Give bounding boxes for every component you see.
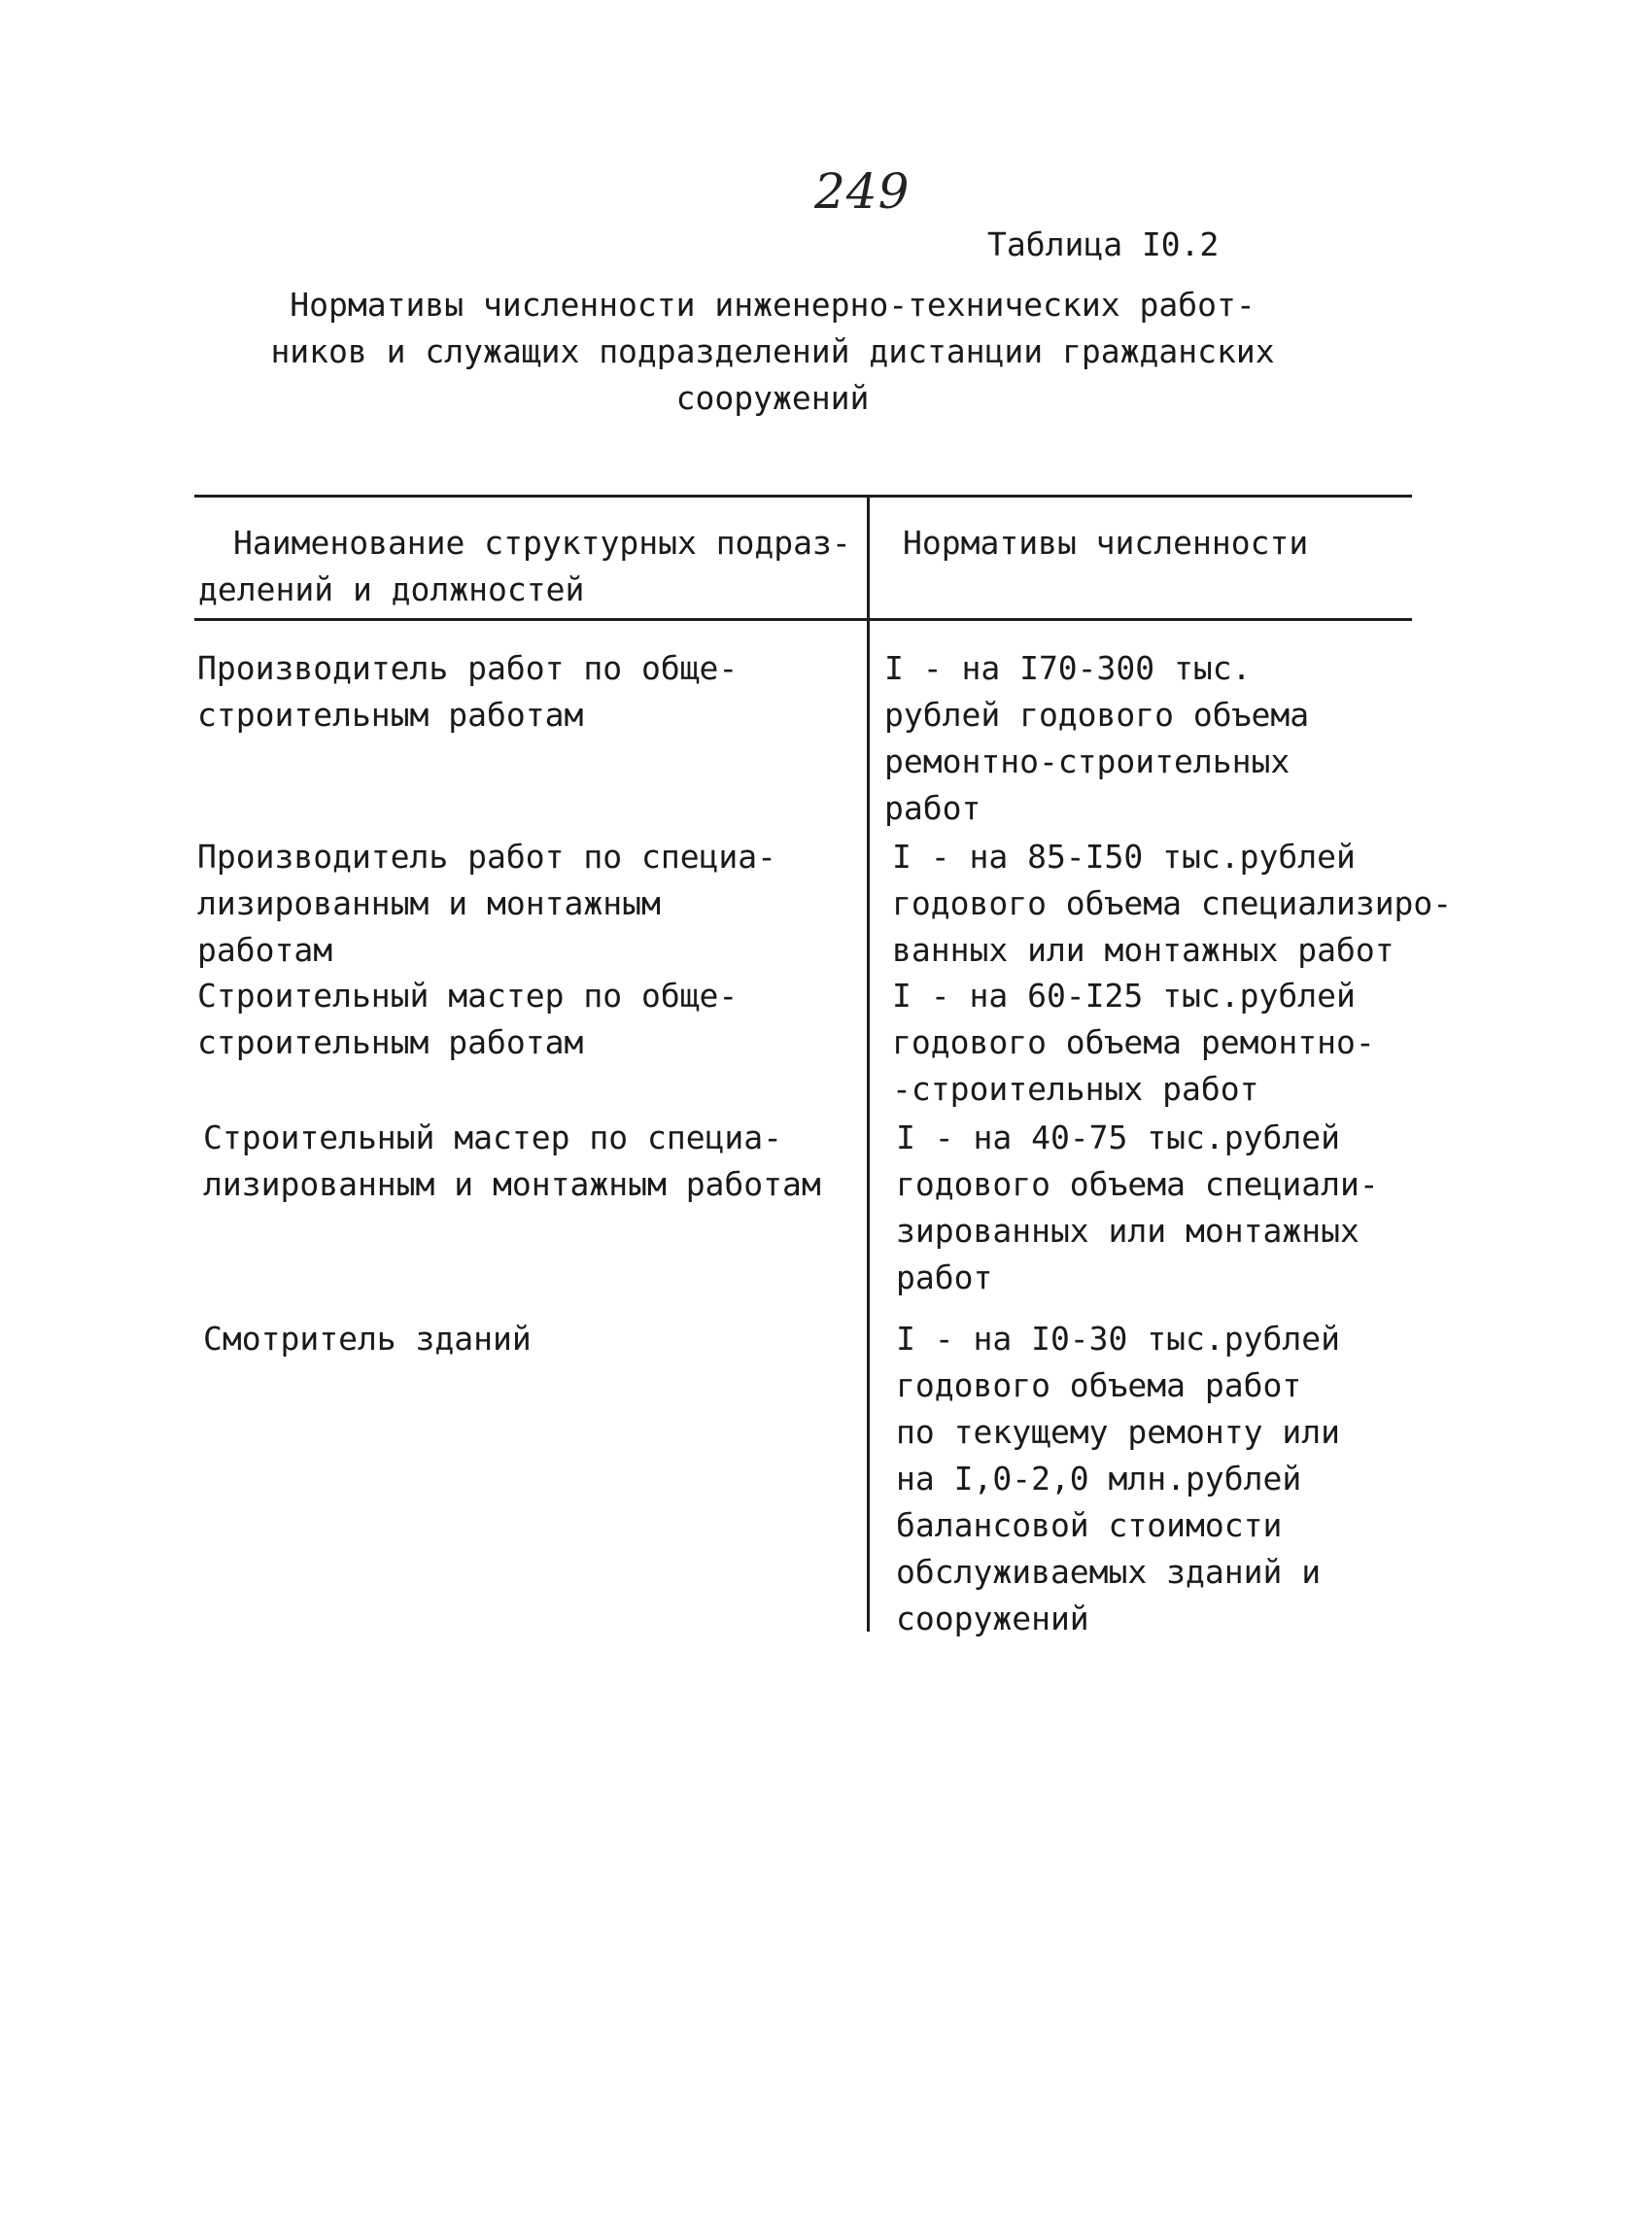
cell-line: ремонтно-строительных bbox=[884, 742, 1291, 780]
header-structural-units bbox=[198, 520, 851, 613]
cell-line: I - на I70-300 тыс. bbox=[884, 649, 1252, 687]
cell-line: годового объема работ bbox=[896, 1366, 1302, 1404]
cell-line: строительным работам bbox=[197, 1023, 584, 1061]
table-title-line: сооружений bbox=[675, 379, 870, 417]
cell-line: работам bbox=[197, 931, 333, 969]
table-label: Таблица I0.2 bbox=[987, 225, 1220, 263]
cell-line: работ bbox=[896, 1258, 993, 1296]
table-title-line: Нормативы численности инженерно-технических работ- bbox=[290, 286, 1256, 324]
cell-line: I - на I0-30 тыс.рублей bbox=[896, 1320, 1340, 1358]
cell-line: балансовой стоимости bbox=[896, 1506, 1283, 1544]
page-number: 249 bbox=[814, 163, 911, 220]
cell-line: I - на 40-75 тыс.рублей bbox=[896, 1119, 1340, 1156]
cell-line: обслуживаемых зданий и bbox=[896, 1553, 1322, 1591]
cell-line: Производитель работ по специа- bbox=[197, 838, 777, 876]
table-column-divider bbox=[867, 497, 870, 1632]
cell-line: строительным работам bbox=[197, 696, 584, 734]
cell-line: по текущему ремонту или bbox=[896, 1413, 1340, 1451]
cell-line: работ bbox=[884, 789, 981, 827]
table-row-1-norm bbox=[884, 645, 1309, 832]
table-row-4-name bbox=[203, 1115, 821, 1208]
header-line: Нормативы численности bbox=[903, 524, 1309, 562]
table-header-rule bbox=[194, 618, 1412, 621]
table-row-3-name bbox=[197, 973, 738, 1066]
table-row-3-norm bbox=[892, 973, 1375, 1113]
cell-line: лизированным и монтажным работам bbox=[203, 1165, 821, 1203]
cell-line: годового объема специализиро- bbox=[892, 884, 1453, 922]
cell-line: Производитель работ по обще- bbox=[197, 649, 739, 687]
cell-line: Смотритель зданий bbox=[203, 1320, 532, 1358]
header-line: Наименование структурных подраз- bbox=[233, 524, 851, 562]
cell-line: ванных или монтажных работ bbox=[892, 931, 1394, 969]
table-top-rule bbox=[194, 495, 1412, 498]
cell-line: зированных или монтажных bbox=[896, 1212, 1359, 1250]
cell-line: I - на 85-I50 тыс.рублей bbox=[892, 838, 1356, 876]
table-title bbox=[194, 282, 1351, 422]
table-row-5-norm bbox=[896, 1316, 1340, 1642]
table-row-2-name bbox=[197, 834, 776, 974]
cell-line: сооружений bbox=[896, 1600, 1089, 1637]
cell-line: I - на 60-I25 тыс.рублей bbox=[892, 977, 1356, 1015]
cell-line: лизированным и монтажным bbox=[197, 884, 661, 922]
cell-line: рублей годового объема bbox=[884, 696, 1310, 734]
cell-line: -строительных работ bbox=[892, 1070, 1259, 1108]
cell-line: Строительный мастер по специа- bbox=[203, 1119, 783, 1156]
cell-line: годового объема ремонтно- bbox=[892, 1023, 1375, 1061]
table-row-4-norm bbox=[896, 1115, 1379, 1301]
table-row-5-name bbox=[203, 1316, 532, 1362]
table-row-1-name bbox=[197, 645, 738, 739]
table-row-2-norm bbox=[892, 834, 1452, 974]
table-title-line: ников и служащих подразделений дистанции гражданских bbox=[270, 332, 1275, 370]
header-line: делений и должностей bbox=[198, 570, 585, 608]
cell-line: годового объема специали- bbox=[896, 1165, 1379, 1203]
cell-line: Строительный мастер по обще- bbox=[197, 977, 739, 1015]
header-norms bbox=[903, 520, 1308, 567]
cell-line: на I,0-2,0 млн.рублей bbox=[896, 1460, 1302, 1498]
